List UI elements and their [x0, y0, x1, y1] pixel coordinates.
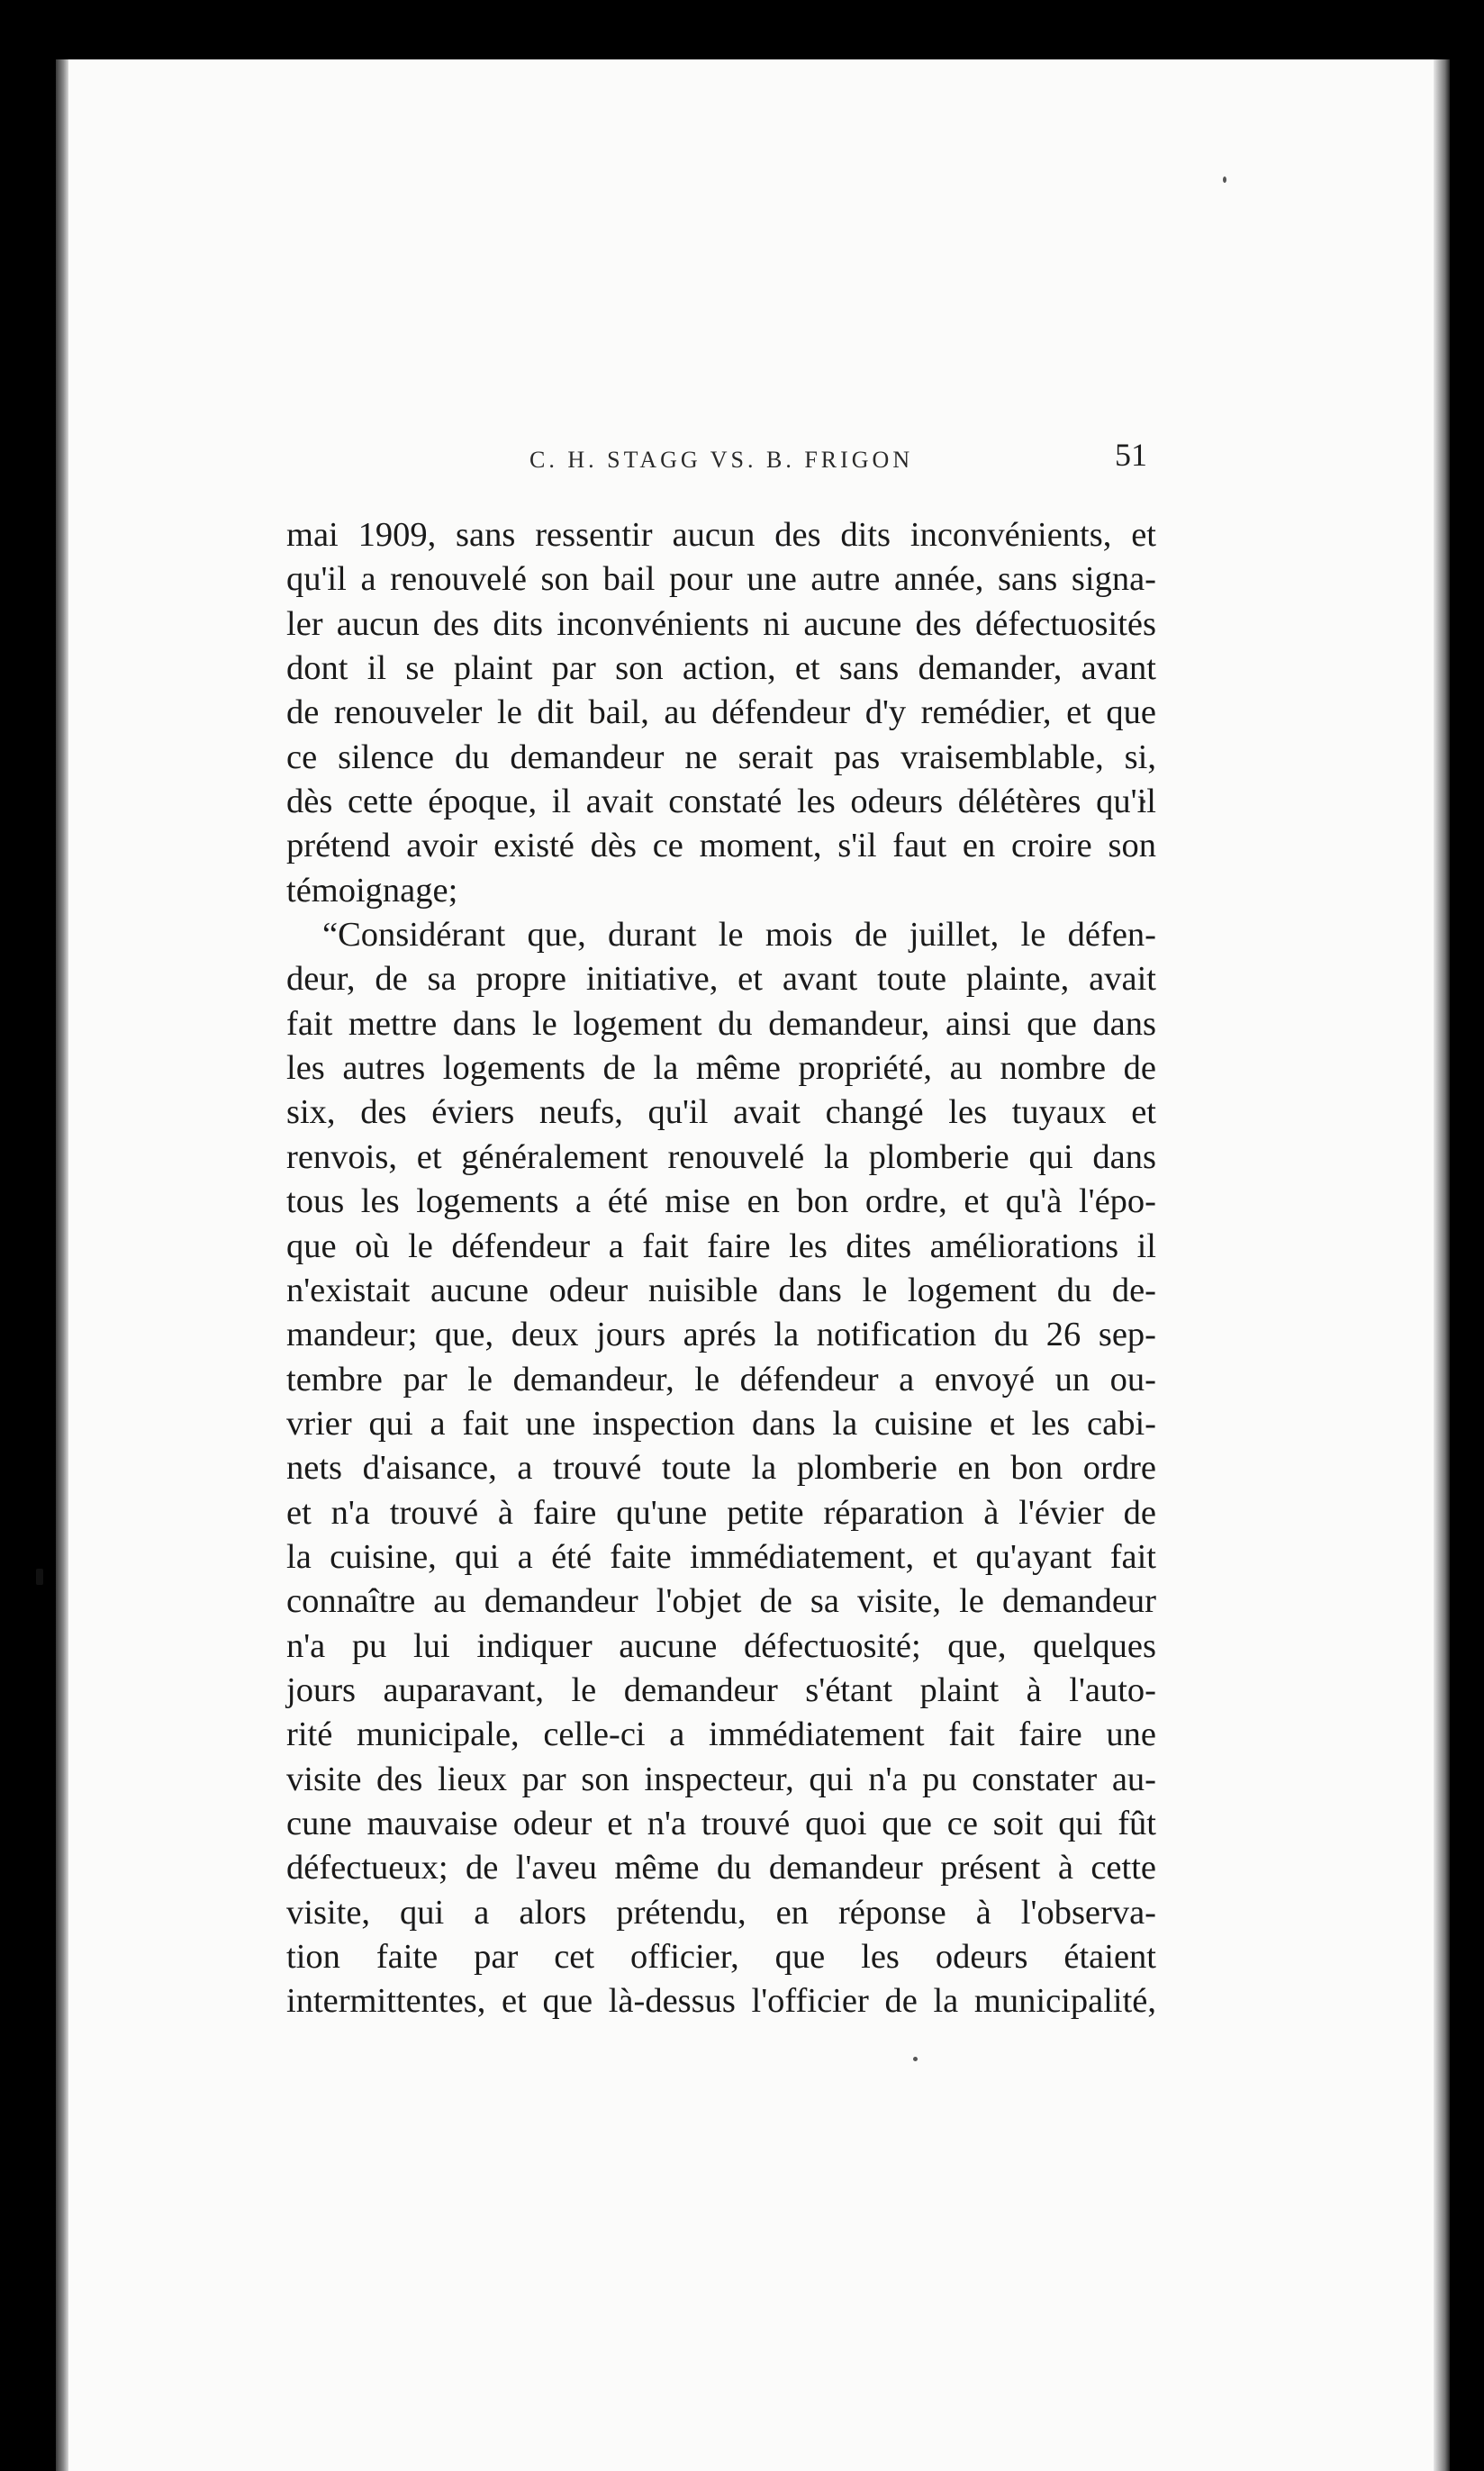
text-line: tous les logements a été mise en bon ordre, et qu'à l'épo- [286, 1182, 1156, 1221]
page-right-edge [1434, 59, 1450, 2471]
text-line: cune mauvaise odeur et n'a trouvé quoi que ce soit qui fût [286, 1804, 1156, 1842]
text-line: “Considérant que, durant le mois de juillet, le défen- [322, 916, 1156, 955]
text-line: mandeur; que, deux jours aprés la notification du 26 sep- [286, 1316, 1156, 1354]
text-line: dont il se plaint par son action, et sans demander, avant [286, 649, 1156, 688]
text-line: défectueux; de l'aveu même du demandeur présent à cette [286, 1849, 1156, 1887]
book-spine-edge [56, 59, 68, 2471]
text-line: vrier qui a fait une inspection dans la cuisine et les cabi- [286, 1404, 1156, 1443]
text-line: prétend avoir existé dès ce moment, s'il faut en croire son [286, 827, 1156, 865]
text-line: ce silence du demandeur ne serait pas vraisemblable, si, [286, 738, 1156, 776]
body-text [286, 513, 1156, 2024]
text-line: n'a pu lui indiquer aucune défectuosité; que, quelques [286, 1626, 1156, 1665]
scan-speck [1223, 176, 1226, 183]
text-line: mai 1909, sans ressentir aucun des dits inconvénients, et [286, 516, 1156, 554]
text-line: n'existait aucune odeur nuisible dans le logement du de- [286, 1271, 1156, 1309]
text-line: nets d'aisance, a trouvé toute la plomberie en bon ordre [286, 1449, 1156, 1488]
text-line: les autres logements de la même propriété, au nombre de [286, 1049, 1156, 1088]
text-line: de renouveler le dit bail, au défendeur d'y remédier, et que [286, 693, 1156, 732]
text-line: intermittentes, et que là-dessus l'officier de la municipalité, [286, 1982, 1156, 2021]
text-line: tembre par le demandeur, le défendeur a envoyé un ou- [286, 1360, 1156, 1398]
text-line: jours auparavant, le demandeur s'étant plaint à l'auto- [286, 1670, 1156, 1709]
text-line: visite, qui a alors prétendu, en réponse à l'observa- [286, 1893, 1156, 1932]
text-line: connaître au demandeur l'objet de sa visite, le demandeur [286, 1582, 1156, 1621]
running-head: C. H. STAGG VS. B. FRIGON [529, 447, 914, 473]
text-line: et n'a trouvé à faire qu'une petite réparation à l'évier de [286, 1493, 1156, 1532]
scan-speck [36, 1569, 43, 1585]
text-line: que où le défendeur a fait faire les dites améliorations il [286, 1226, 1156, 1265]
text-line: six, des éviers neufs, qu'il avait changé les tuyaux et [286, 1093, 1156, 1132]
text-line: renvois, et généralement renouvelé la plomberie qui dans [286, 1137, 1156, 1176]
text-line: qu'il a renouvelé son bail pour une autre année, sans signa- [286, 560, 1156, 599]
text-line: fait mettre dans le logement du demandeur, ainsi que dans [286, 1004, 1156, 1043]
text-line: rité municipale, celle-ci a immédiatement fait faire une [286, 1715, 1156, 1754]
paper-sheet [56, 59, 1450, 2471]
scan-speck [913, 2057, 918, 2061]
page-number: 51 [1115, 437, 1147, 473]
text-line: ler aucun des dits inconvénients ni aucune des défectuosités [286, 604, 1156, 643]
text-line: dès cette époque, il avait constaté les odeurs délétères qu'il [286, 783, 1156, 821]
text-line: tion faite par cet officier, que les odeurs étaient [286, 1938, 1156, 1976]
text-line: deur, de sa propre initiative, et avant toute plainte, avait [286, 960, 1156, 999]
text-line: la cuisine, qui a été faite immédiatement, et qu'ayant fait [286, 1537, 1156, 1576]
text-line: visite des lieux par son inspecteur, qui n'a pu constater au- [286, 1760, 1156, 1798]
text-line: témoignage; [286, 871, 458, 910]
